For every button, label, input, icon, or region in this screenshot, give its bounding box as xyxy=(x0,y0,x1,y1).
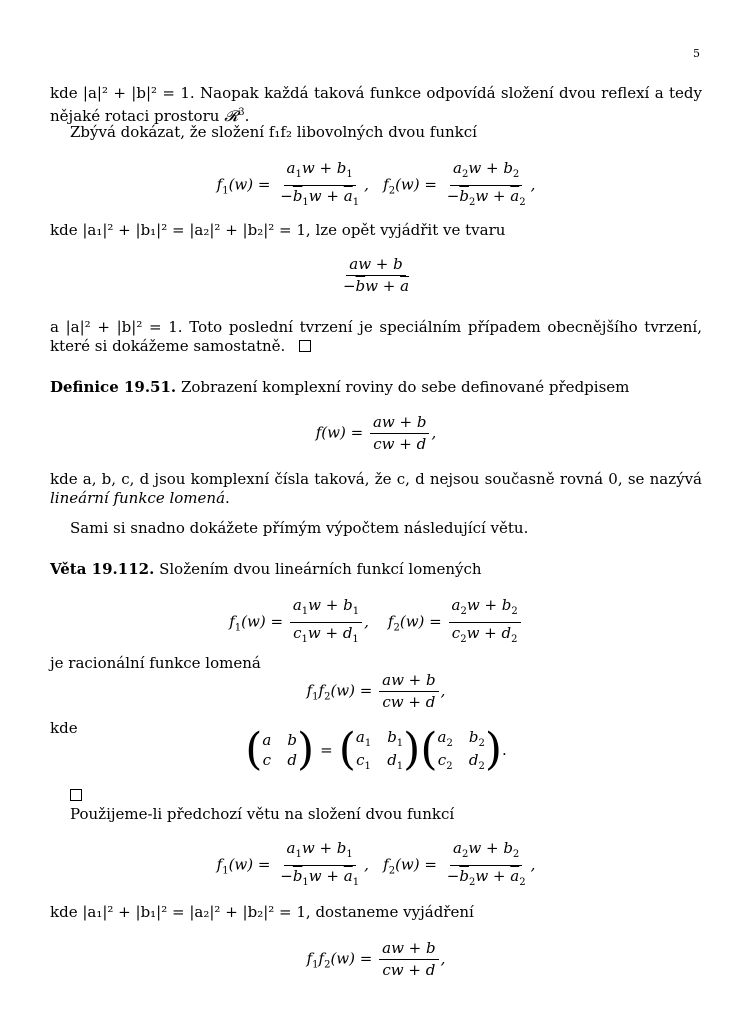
equation-composition: $f_1f_2(w)$ = $\frac{aw + b}{cw + d}$ , xyxy=(306,671,446,711)
equation-matrix: ( a b c d ) = ( $a_1$ $b_1$ $c_1$ $d_1$ ) ( $a_2$ $b_2$ $c_2$ $d_2$ ) . xyxy=(245,724,507,775)
equation-definition: f(w) = $\frac{aw + b}{cw + d}$ , xyxy=(315,413,437,453)
definition-continuation: kde a, b, c, d jsou komplexní čísla taková, že c, d nejsou současně rovná 0, se nazývá lineární funkce lomená. xyxy=(50,470,702,507)
paragraph-1: kde |a|² + |b|² = 1. Naopak každá taková funkce odpovídá složení dvou reflexí a tedy nějaké rotaci prostoru 𝓡$^3$. xyxy=(50,84,702,125)
page-number: 5 xyxy=(693,47,700,60)
paragraph-3: kde |a₁|² + |b₁|² = |a₂|² + |b₂|² = 1, lze opět vyjádřit ve tvaru xyxy=(50,221,506,239)
equation-form: $\frac{aw + b}{-\overline{b}w + \overline{a}}$ xyxy=(342,255,410,295)
paragraph-sami: Sami si snadno dokážete přímým výpočtem následující větu. xyxy=(70,519,529,537)
paragraph-2: Zbývá dokázat, že složení f₁f₂ libovolných dvou funkcí xyxy=(70,123,477,141)
equation-f1-f2-repeat: $f_1(w)$ = $\frac{a_1w + b_1}{-\overline{b}_1w + \overline{a}_1}$ , $f_2(w)$ = $\frac{a_2w + b_2}{-\overline{b}_2w + \overline{a}_2}$ , xyxy=(216,839,536,888)
qed-symbol xyxy=(299,340,311,352)
equation-final: $f_1f_2(w)$ = $\frac{aw + b}{cw + d}$ , xyxy=(306,939,446,979)
kde-label: kde xyxy=(50,719,78,737)
paragraph-last: kde |a₁|² + |b₁|² = |a₂|² + |b₂|² = 1, dostaneme vyjádření xyxy=(50,903,474,921)
theorem-continuation: je racionální funkce lomená xyxy=(50,654,261,672)
qed-symbol-2 xyxy=(70,789,82,801)
definition: Definice 19.51. Zobrazení komplexní roviny do sebe definované předpisem xyxy=(50,378,630,396)
equation-f1-f2: $f_1(w)$ = $\frac{a_1w + b_1}{-\overline{b}_1w + \overline{a}_1}$ , $f_2(w)$ = $\frac{a_2w + b_2}{-\overline{b}_2w + \overline{a}_2}$ , xyxy=(216,159,536,208)
paragraph-pouzijeme: Použijeme-li předchozí větu na složení dvou funkcí xyxy=(70,805,455,823)
paragraph-4: a |a|² + |b|² = 1. Toto poslední tvrzení je speciálním případem obecnějšího tvrzení, které si dokážeme samostatně. xyxy=(50,318,702,355)
theorem: Věta 19.112. Složením dvou lineárních funkcí lomených xyxy=(50,560,482,578)
equation-theorem: $f_1(w)$ = $\frac{a_1w + b_1}{c_1w + d_1}$ , $f_2(w)$ = $\frac{a_2w + b_2}{c_2w + d_2}$ xyxy=(50,597,702,648)
